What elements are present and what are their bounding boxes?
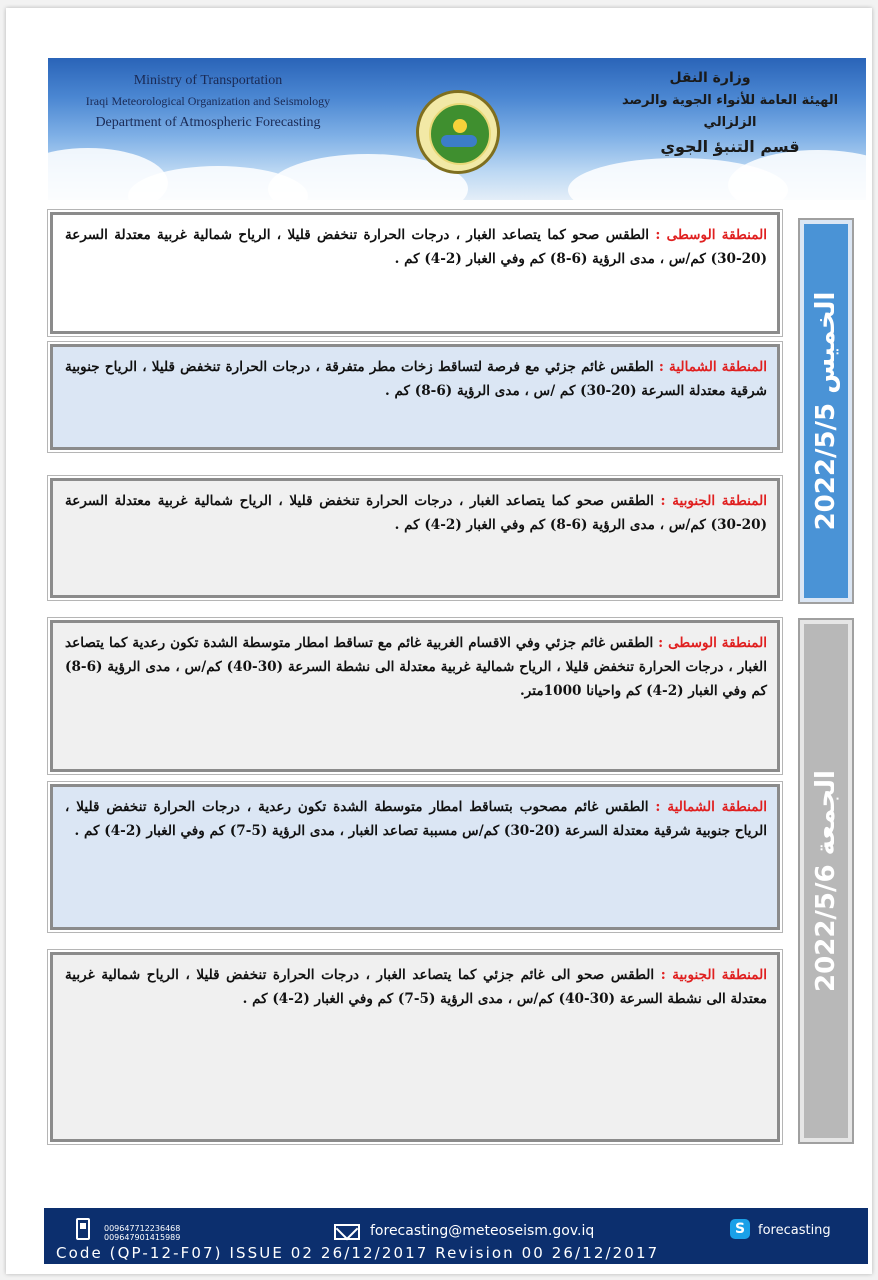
phone-icon	[76, 1218, 90, 1240]
forecast-text: الطقس غائم مصحوب بتساقط امطار متوسطة الشدة تكون رعدية ، درجات الحرارة تنخفض قليلا ، الرياح جنوبية شرقية معتدلة السرعة (20-30) كم/س مسببة تصاعد الغبار ، مدى الرؤية (5-7) كم وفي الغبار (2-4) كم .	[65, 799, 767, 839]
header-english	[58, 70, 358, 133]
mail-icon	[334, 1224, 360, 1240]
forecast-day1-central	[50, 212, 780, 334]
skype-icon: S	[730, 1219, 750, 1239]
phone-number-2: 009647901415989	[104, 1233, 181, 1242]
region-label: المنطقة الجنوبية :	[660, 493, 768, 509]
forecast-text: الطقس صحو كما يتصاعد الغبار ، درجات الحرارة تنخفض قليلا ، الرياح شمالية غربية معتدلة السرعة (20-30) كم/س ، مدى الرؤية (6-8) كم وفي الغبار (2-4) كم .	[65, 493, 767, 533]
forecast-day2-south	[50, 952, 780, 1142]
forecast-text: الطقس غائم جزئي وفي الاقسام الغربية غائم مع تساقط امطار متوسطة الشدة تكون رعدية كما يتصاعد الغبار ، درجات الحرارة تنخفض قليلا ، الرياح شمالية غربية معتدلة الى نشطة السرعة (30-40) كم/س ، مدى الرؤية (6-8) كم وفي الغبار (2-4) كم واحيانا 1000متر.	[65, 635, 767, 699]
forecast-day2-central	[50, 620, 780, 772]
forecast-text: الطقس غائم جزئي مع فرصة لتساقط زخات مطر متفرقة ، درجات الحرارة تنخفض قليلا ، الرياح جنوبية شرقية معتدلة السرعة (20-30) كم /س ، مدى الرؤية (6-8) كم .	[65, 359, 767, 399]
header-banner	[48, 58, 866, 200]
forecast-text: الطقس صحو الى غائم جزئي كما يتصاعد الغبار ، درجات الحرارة تنخفض قليلا ، الرياح شمالية غربية معتدلة الى نشطة السرعة (30-40) كم/س ، مدى الرؤية (5-7) كم وفي الغبار (2-4) كم .	[65, 967, 767, 1007]
region-label: المنطقة الشمالية :	[655, 799, 768, 815]
footer-bar	[44, 1208, 868, 1264]
forecast-day1-north	[50, 344, 780, 450]
ministry-name-en: Ministry of Transportation	[133, 73, 283, 88]
phone-numbers	[104, 1224, 180, 1242]
email-link[interactable]: forecasting@meteoseism.gov.iq	[370, 1223, 595, 1239]
region-label: المنطقة الوسطى :	[658, 635, 767, 651]
region-label: المنطقة الوسطى :	[655, 227, 767, 243]
region-label: المنطقة الشمالية :	[658, 359, 767, 375]
header-arabic	[600, 66, 860, 160]
department-name-ar: قسم التنبؤ الجوي	[660, 137, 800, 156]
phone-number-1: 009647712236468	[104, 1224, 181, 1233]
organization-name-ar: الهيئة العامة للأنواء الجوية والرصد الزلزالي	[621, 93, 839, 130]
forecast-day1-south	[50, 478, 780, 598]
forecast-text: الطقس صحو كما يتصاعد الغبار ، درجات الحرارة تنخفض قليلا ، الرياح شمالية غربية معتدلة السرعة (20-30) كم/س ، مدى الرؤية (6-8) كم وفي الغبار (2-4) كم .	[65, 227, 767, 267]
document-code: Code (QP-12-F07) ISSUE 02 26/12/2017 Revision 00 26/12/2017	[56, 1244, 660, 1262]
day2-label: الجمعة 2022/5/6	[811, 770, 841, 992]
department-name-en: Department of Atmospheric Forecasting	[95, 115, 321, 130]
forecast-day2-north	[50, 784, 780, 930]
ministry-name-ar: وزارة النقل	[669, 70, 751, 86]
page	[6, 8, 872, 1274]
organization-name-en: Iraqi Meteorological Organization and Seismology	[85, 94, 331, 108]
region-label: المنطقة الجنوبية :	[660, 967, 768, 983]
day1-label: الخميس 2022/5/5	[811, 291, 841, 531]
organization-seal-icon	[416, 90, 500, 174]
day2-band	[798, 618, 854, 1144]
day1-band	[798, 218, 854, 604]
skype-handle[interactable]: forecasting	[758, 1223, 831, 1238]
